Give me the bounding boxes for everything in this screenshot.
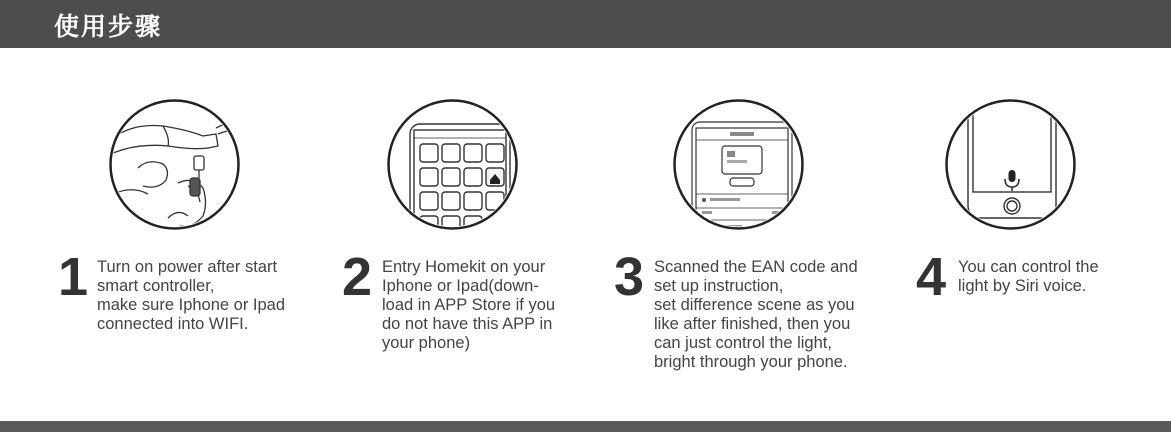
step-3 — [600, 0, 900, 420]
step-1 — [0, 0, 300, 420]
phone-siri-illustration — [944, 98, 1077, 231]
footer-bar — [0, 421, 1171, 432]
page-title: 使用步骤 — [54, 12, 163, 41]
step-number: 4 — [916, 247, 947, 307]
phone-home-screen-illustration — [386, 98, 519, 231]
step-description: Scanned the EAN code and set up instruction, set difference scene as you like after finished, then you can just control the light, bright through your phone. — [654, 258, 858, 371]
step-description: Turn on power after start smart controller, make sure Iphone or Ipad connected into WIFI. — [97, 258, 286, 333]
step-number: 2 — [342, 247, 373, 307]
phone-app-illustration — [672, 98, 805, 231]
hand-plug-illustration — [108, 98, 241, 231]
step-description: You can control the light by Siri voice. — [958, 258, 1099, 295]
step-2 — [300, 0, 600, 420]
step-4 — [900, 0, 1171, 420]
step-description: Entry Homekit on your Iphone or Ipad(down- load in APP Store if you do not have this APP in your phone) — [382, 258, 556, 352]
step-number: 1 — [58, 247, 89, 307]
step-number: 3 — [614, 247, 645, 307]
